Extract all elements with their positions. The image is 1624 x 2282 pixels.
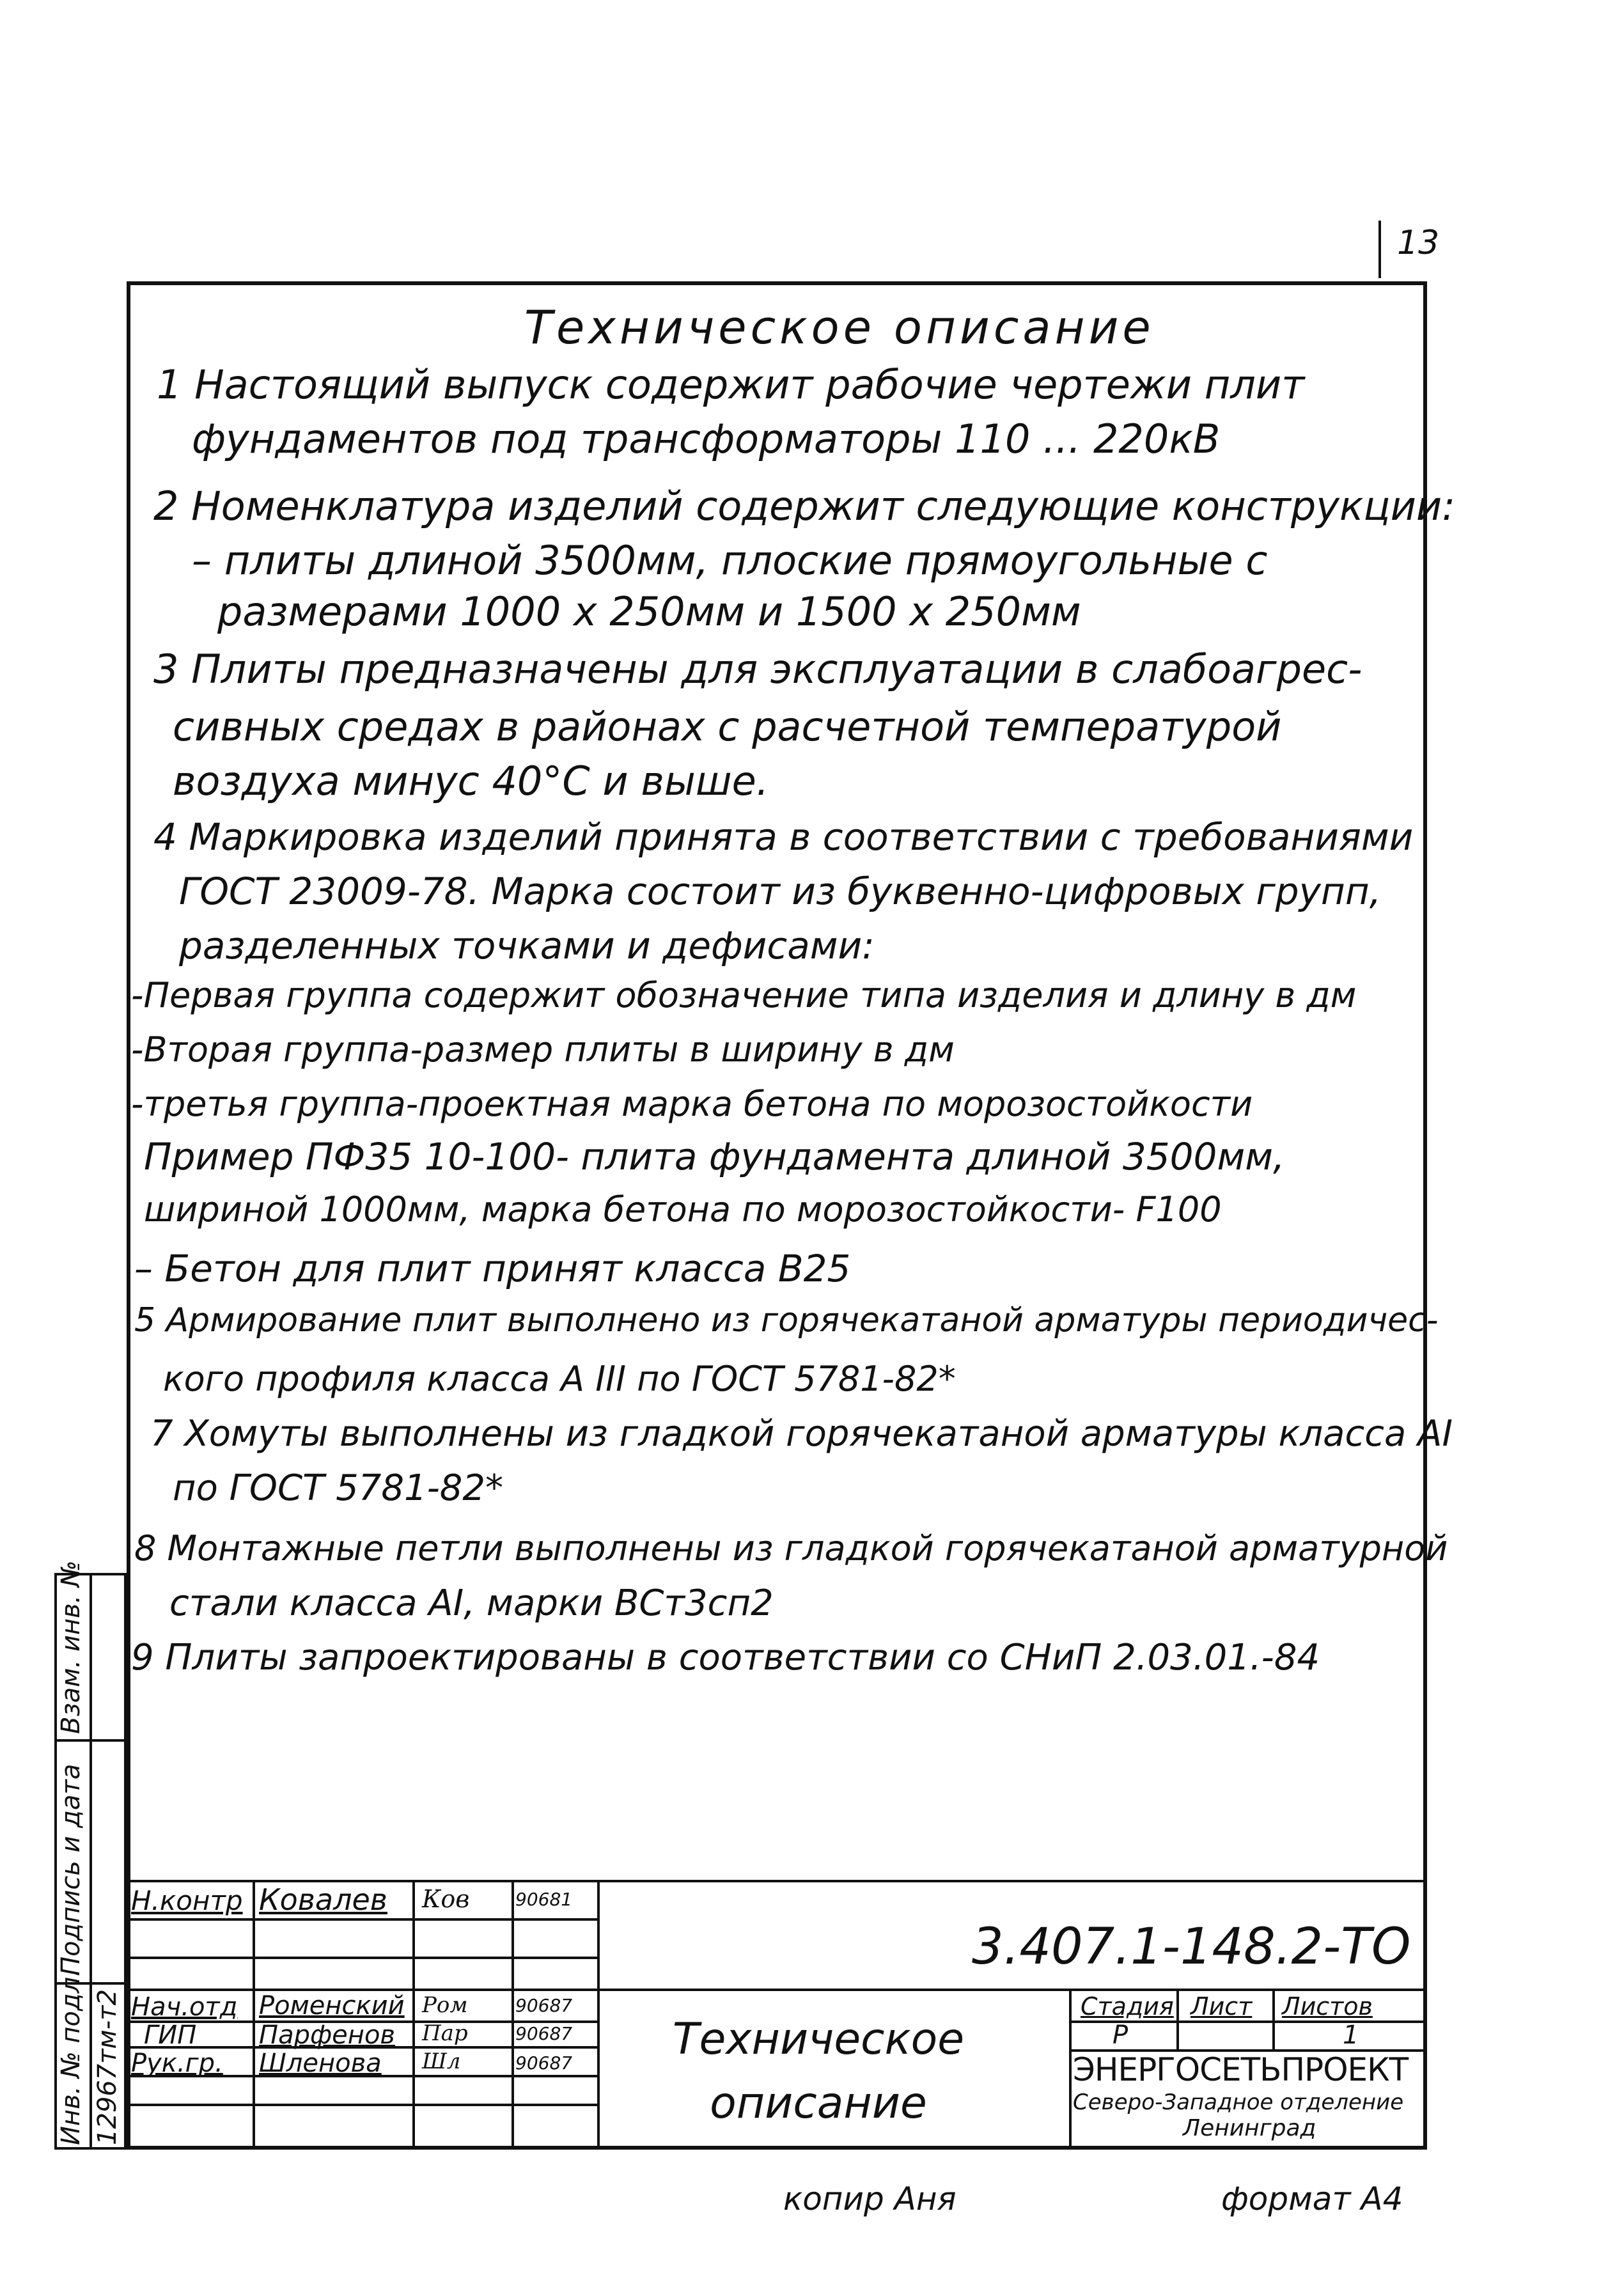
text-line: сивных средах в районах с расчетной температурой [173, 703, 1282, 750]
format-note: формат А4 [1221, 2180, 1403, 2217]
text-line: – плиты длиной 3500мм, плоские прямоугольные с [192, 537, 1268, 584]
org-dept: Северо-Западное отделение [1073, 2090, 1404, 2115]
text-line: 7 Хомуты выполнены из гладкой горячекатаной арматуры класса АI [150, 1413, 1453, 1455]
role-label: ГИП [144, 2020, 197, 2050]
text-line: -Первая группа содержит обозначение типа изделия и длину в дм [131, 975, 1357, 1015]
text-line: фундаментов под трансформаторы 110 ... 220кВ [192, 416, 1221, 462]
text-line: -Вторая группа-размер плиты в ширину в дм [131, 1029, 955, 1070]
stage-label: Стадия [1081, 1992, 1174, 2020]
podpis-data-label: Подпись и дата [56, 1763, 86, 1976]
signature: Ром [422, 1992, 468, 2018]
text-line: разделенных точками и дефисами: [179, 924, 875, 967]
text-line: – Бетон для плит принят класса В25 [134, 1247, 851, 1290]
sheets-value: 1 [1343, 2020, 1359, 2050]
text-line: кого профиля класса А III по ГОСТ 5781-82* [163, 1359, 956, 1399]
sheet-label: Лист [1191, 1992, 1253, 2020]
copy-note: копир Аня [783, 2180, 956, 2217]
text-line: 9 Плиты запроектированы в соответствии со СНиП 2.03.01.-84 [131, 1637, 1320, 1678]
text-line: размерами 1000 x 250мм и 1500 x 250мм [217, 588, 1081, 635]
document-code: 3.407.1-148.2-ТО [972, 1918, 1411, 1976]
date-value: 90687 [515, 2023, 573, 2044]
person-name: Парфенов [259, 2020, 395, 2050]
org-name: ЭНЕРГОСЕТЬПРОЕКТ [1073, 2051, 1409, 2088]
person-name: Шленова [259, 2049, 382, 2078]
stage-value: Р [1113, 2020, 1128, 2050]
signature: Шл [422, 2049, 461, 2074]
text-line: шириной 1000мм, марка бетона по морозостойкости- F100 [144, 1189, 1222, 1230]
signature: Ков [422, 1885, 470, 1913]
role-label: Нач.отд [131, 1992, 238, 2022]
text-line: -третья группа-проектная марка бетона по морозостойкости [131, 1084, 1253, 1124]
person-name: Роменский [259, 1991, 405, 2020]
inv-podl-label: Инв. № подл. [56, 1969, 86, 2145]
signature: Пар [422, 2020, 468, 2046]
text-line: ГОСТ 23009-78. Марка состоит из буквенно-цифровых групп, [179, 870, 1382, 913]
inv-value: 12967тм-т2 [93, 1989, 122, 2145]
text-line: 4 Маркировка изделий принята в соответствии с требованиями [153, 815, 1414, 859]
date-value: 90687 [515, 2052, 573, 2074]
date-value: 90687 [515, 1995, 573, 2016]
text-line: 3 Плиты предназначены для эксплуатации в слабоагрес- [153, 646, 1362, 692]
text-line: 5 Армирование плит выполнено из горячекатаной арматуры периодичес- [134, 1301, 1439, 1340]
text-line: Пример ПФ35 10-100- плита фундамента длиной 3500мм, [144, 1135, 1285, 1178]
person-name: Ковалев [259, 1882, 387, 1917]
text-line: воздуха минус 40°С и выше. [173, 758, 769, 804]
vzam-inv-label: Взам. инв. № [56, 1560, 86, 1734]
text-line: 2 Номенклатура изделий содержит следующие конструкции: [153, 483, 1456, 529]
text-line: стали класса АI, марки ВСт3сп2 [169, 1583, 774, 1624]
role-label: Рук.гр. [131, 2049, 223, 2078]
sheet-number: 13 [1397, 224, 1440, 262]
stamp-doc-title: Техническое описание [672, 2014, 965, 2129]
role-label: Н.контр [131, 1885, 243, 1916]
text-line: 1 Настоящий выпуск содержит рабочие чертежи плит [157, 361, 1305, 408]
page-title: Техническое описание [524, 301, 1155, 354]
text-line: по ГОСТ 5781-82* [173, 1467, 504, 1509]
text-line: 8 Монтажные петли выполнены из гладкой горячекатаной арматурной [134, 1528, 1448, 1568]
org-city: Ленинград [1183, 2115, 1316, 2141]
date-value: 90681 [515, 1889, 573, 1910]
sheets-label: Листов [1282, 1992, 1373, 2020]
